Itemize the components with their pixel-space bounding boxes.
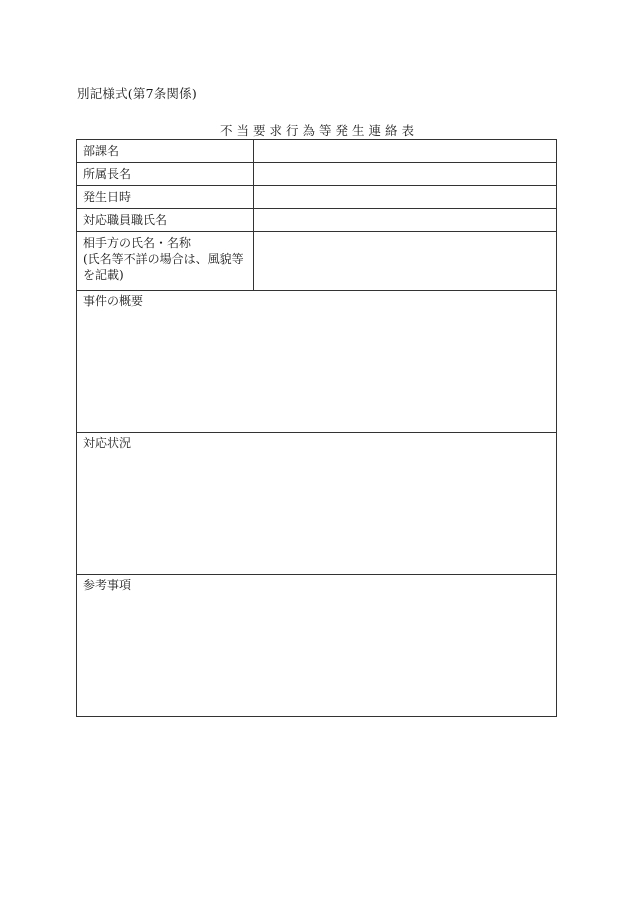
counterparty-label-line3: を記載): [83, 268, 124, 282]
counterparty-label-line2: (氏名等不詳の場合は、風貌等: [83, 252, 244, 266]
row-response-status: [77, 433, 557, 575]
counterparty-value-field[interactable]: [254, 232, 557, 291]
row-reference-notes: [77, 575, 557, 717]
row-staff: [77, 209, 557, 232]
response-status-label: 対応状況: [83, 436, 132, 450]
row-department: [77, 140, 557, 163]
staff-label: 対応職員職氏名: [77, 209, 254, 232]
counterparty-label: [77, 232, 254, 291]
row-manager: [77, 163, 557, 186]
department-value-field[interactable]: [254, 140, 557, 163]
staff-value-field[interactable]: [254, 209, 557, 232]
reference-notes-label: 参考事項: [83, 578, 132, 592]
manager-value-field[interactable]: [254, 163, 557, 186]
datetime-value-field[interactable]: [254, 186, 557, 209]
reference-notes-field[interactable]: [77, 575, 557, 717]
form-title: 不当要求行為等発生連絡表: [219, 123, 418, 138]
incident-summary-field[interactable]: [77, 291, 557, 433]
row-counterparty: [77, 232, 557, 291]
manager-label: 所属長名: [77, 163, 254, 186]
datetime-label: 発生日時: [77, 186, 254, 209]
department-label: 部課名: [77, 140, 254, 163]
counterparty-label-line1: 相手方の氏名・名称: [83, 236, 192, 250]
incident-summary-label: 事件の概要: [83, 294, 144, 308]
row-datetime: [77, 186, 557, 209]
report-table: [76, 139, 557, 717]
response-status-field[interactable]: [77, 433, 557, 575]
form-reference: 別記様式(第7条関係): [77, 86, 197, 101]
row-incident-summary: [77, 291, 557, 433]
